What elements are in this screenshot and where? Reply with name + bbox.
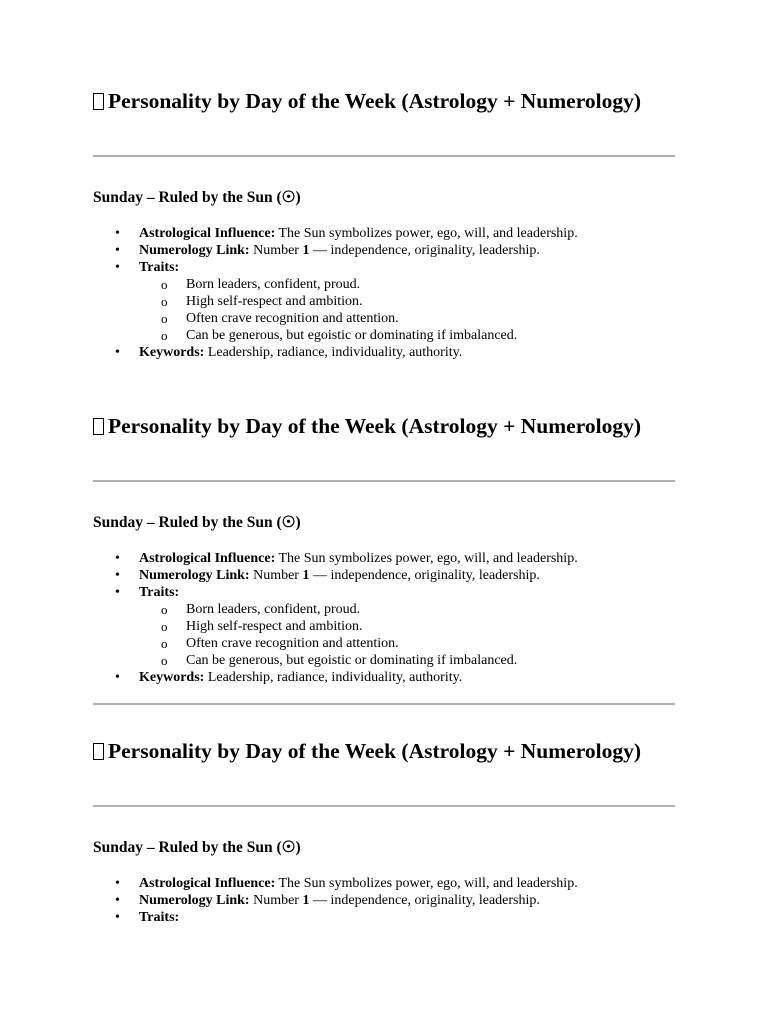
numerology-number: 1: [302, 568, 310, 583]
numerology-label: Numerology Link:: [139, 243, 250, 258]
trait-item: o Often crave recognition and attention.: [139, 310, 578, 327]
keywords-label: Keywords:: [139, 670, 205, 685]
missing-glyph-icon: [93, 743, 104, 760]
section-3: [93, 738, 675, 925]
divider: [93, 480, 675, 482]
astro-label: Astrological Influence:: [139, 226, 276, 241]
divider: [93, 703, 675, 705]
title-text: Personality by Day of the Week (Astrology + Numerology): [108, 89, 641, 113]
trait-item: o Often crave recognition and attention.: [139, 635, 578, 652]
numerology-label: Numerology Link:: [139, 568, 250, 583]
numerology-text: — independence, originality, leadership.: [309, 243, 540, 258]
list-item-astrology: [93, 550, 578, 567]
trait-item: o Can be generous, but egoistic or dominating if imbalanced.: [139, 652, 578, 669]
keywords-label: Keywords:: [139, 345, 205, 360]
astro-text: The Sun symbolizes power, ego, will, and leadership.: [275, 876, 578, 891]
numerology-text: — independence, originality, leadership.: [309, 568, 540, 583]
astro-label: Astrological Influence:: [139, 876, 276, 891]
list-item-numerology: [93, 567, 578, 584]
astro-text: The Sun symbolizes power, ego, will, and leadership.: [275, 226, 578, 241]
traits-list: [139, 276, 578, 344]
section-2: [93, 413, 675, 685]
trait-item: o Born leaders, confident, proud.: [139, 601, 578, 618]
page-title: [93, 88, 675, 114]
astro-text: The Sun symbolizes power, ego, will, and leadership.: [275, 551, 578, 566]
day-heading: Sunday – Ruled by the Sun (☉): [93, 839, 301, 856]
day-heading: Sunday – Ruled by the Sun (☉): [93, 189, 301, 206]
page-title: [93, 738, 675, 764]
traits-label: Traits:: [139, 260, 180, 275]
trait-item: o High self-respect and ambition.: [139, 618, 578, 635]
numerology-number: 1: [302, 893, 310, 908]
list-item-keywords: [93, 344, 578, 361]
title-text: Personality by Day of the Week (Astrology + Numerology): [108, 414, 641, 438]
traits-list: [139, 601, 578, 669]
traits-label: Traits:: [139, 585, 180, 600]
trait-item: o Can be generous, but egoistic or dominating if imbalanced.: [139, 327, 578, 344]
traits-label: Traits:: [139, 910, 180, 925]
day-heading: Sunday – Ruled by the Sun (☉): [93, 514, 301, 531]
numerology-pre: Number: [249, 568, 303, 583]
divider: [93, 805, 675, 807]
trait-item: o High self-respect and ambition.: [139, 293, 578, 310]
keywords-text: Leadership, radiance, individuality, authority.: [204, 345, 463, 360]
numerology-pre: Number: [249, 893, 303, 908]
numerology-number: 1: [302, 243, 310, 258]
keywords-text: Leadership, radiance, individuality, authority.: [204, 670, 463, 685]
astro-label: Astrological Influence:: [139, 551, 276, 566]
list-item-traits: [93, 259, 578, 344]
missing-glyph-icon: [93, 418, 104, 435]
list-item-astrology: [93, 875, 578, 892]
info-list: [93, 225, 578, 361]
missing-glyph-icon: [93, 93, 104, 110]
list-item-traits: [93, 909, 578, 926]
list-item-astrology: [93, 225, 578, 242]
list-item-keywords: [93, 669, 578, 686]
numerology-label: Numerology Link:: [139, 893, 250, 908]
info-list: [93, 550, 578, 686]
trait-item: o Born leaders, confident, proud.: [139, 276, 578, 293]
divider: [93, 155, 675, 157]
numerology-pre: Number: [249, 243, 303, 258]
numerology-text: — independence, originality, leadership.: [309, 893, 540, 908]
list-item-numerology: [93, 892, 578, 909]
list-item-numerology: [93, 242, 578, 259]
list-item-traits: [93, 584, 578, 669]
info-list: [93, 875, 578, 926]
page-title: [93, 413, 675, 439]
title-text: Personality by Day of the Week (Astrology + Numerology): [108, 739, 641, 763]
section-1: [93, 88, 675, 360]
